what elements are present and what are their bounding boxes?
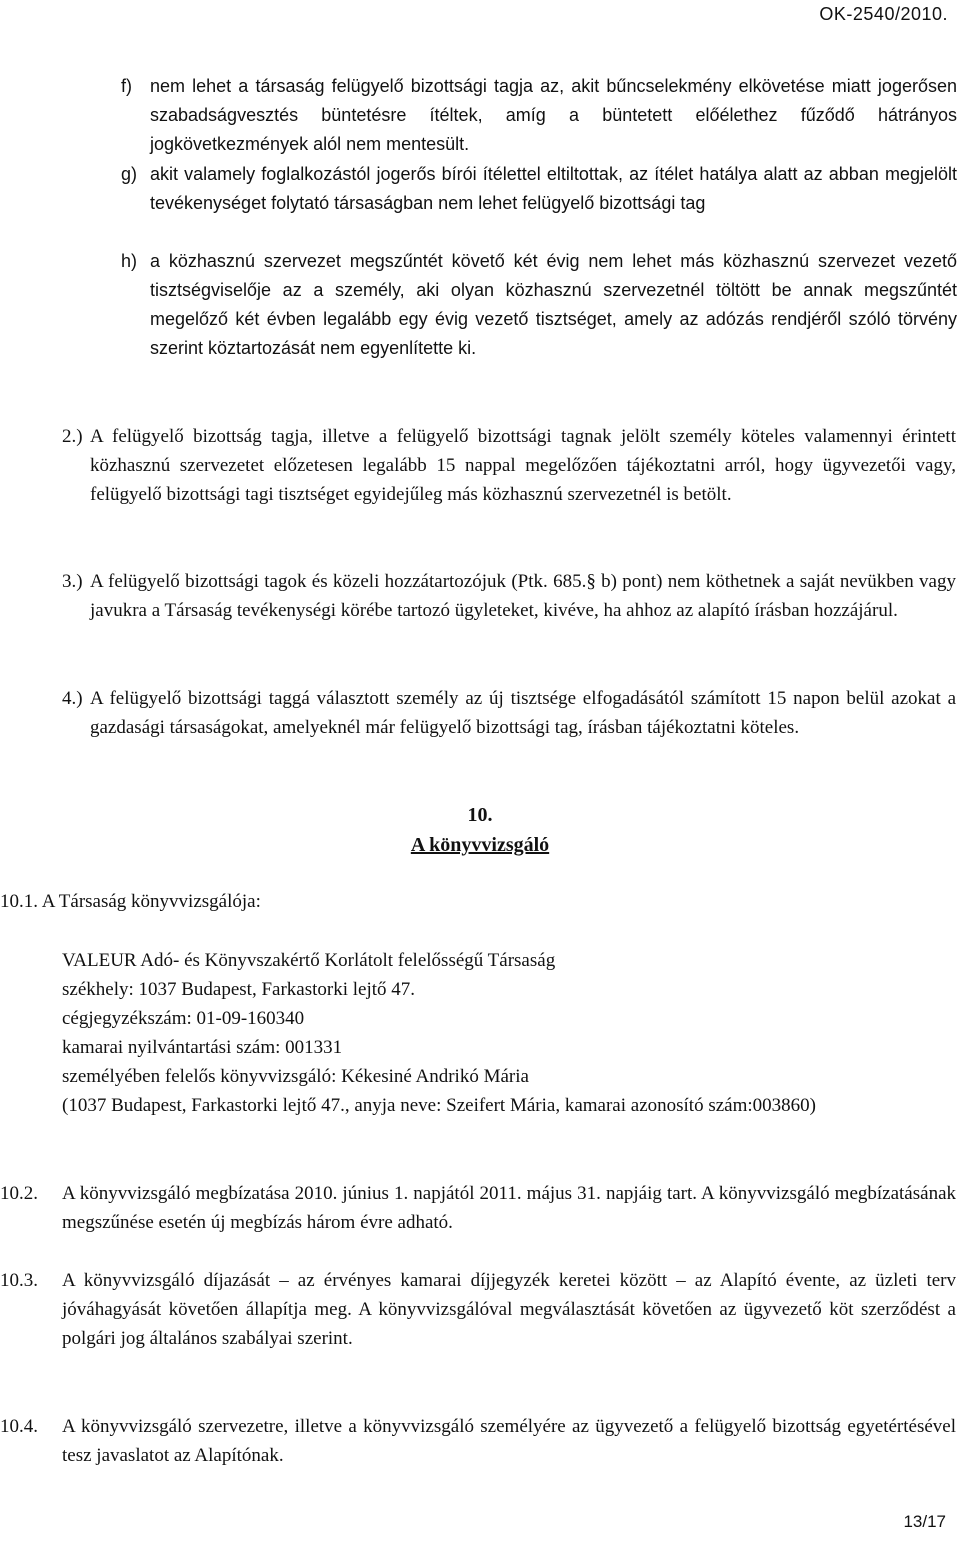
auditor-chamber-number: kamarai nyilvántartási szám: 001331 — [62, 1037, 343, 1058]
section-4 — [62, 684, 956, 742]
chapter-title — [0, 830, 960, 860]
auditor-heading: 10.1. A Társaság könyvvizsgálója: — [0, 891, 261, 912]
list-item-f — [121, 72, 957, 159]
chapter-number: 10. — [467, 804, 493, 826]
list-label: g) — [121, 164, 138, 184]
section-text: A felügyelő bizottsági tagok és közeli hozzátartozójuk (Ptk. 685.§ b) pont) nem köthetnek a saját nevükben vagy javukra a Társaság tevékenységi körébe tartozó ügyleteket, kivéve, ha ahhoz az alapító írásban hozzájárul. — [90, 571, 956, 621]
auditor-registration-number: cégjegyzékszám: 01-09-160340 — [62, 1008, 305, 1029]
page-number: 13/17 — [903, 1512, 946, 1531]
list-text: akit valamely foglalkozástól jogerős bírói ítélettel eltiltottak, az ítélet hatálya alatt az abban megjelölt tevékenységet folytató társaságban nem lehet felügyelő bizottsági tag — [150, 164, 957, 213]
clause-label: 10.3. — [0, 1270, 38, 1291]
section-2 — [62, 422, 956, 509]
clause-text: A könyvvizsgáló megbízatása 2010. június 1. napjától 2011. május 31. napjáig tart. A könyvvizsgáló megbízatásának megszűnése esetén új megbízás három évre adható. — [62, 1183, 956, 1233]
clause-text: A könyvvizsgáló díjazását – az érvényes kamarai díjjegyzék keretei között – az Alapító évente, az üzleti terv jóváhagyását követően állapítja meg. A könyvvizsgálóval megválasztását követően az ügyvezető köt szerződést a polgári jog általános szabályai szerint. — [62, 1270, 956, 1349]
list-text: a közhasznú szervezet megszűntét követő két évig nem lehet más közhasznú szervezet vezető tisztségviselője az a személy, aki olyan közhasznú szervezetnél töltött be annak megszűntét megelőző két évben legalább egy évig vezető tisztséget, amely az adózás rendjéről szóló törvény szerint köztartozását nem egyenlítette ki. — [150, 251, 957, 358]
list-label: h) — [121, 251, 138, 271]
section-text: A felügyelő bizottság tagja, illetve a felügyelő bizottsági tagnak jelölt személy köteles valamennyi érintett közhasznú szervezetet előzetesen legalább 15 nappal megelőzően tájékoztatni arról, hogy ügyvezetői vagy, felügyelő bizottsági tagi tisztséget egyidejűleg más közhasznú szervezetnél is betölt. — [90, 426, 956, 505]
auditor-company-name: VALEUR Adó- és Könyvszakértő Korlátolt felelősségű Társaság — [62, 950, 556, 971]
clause-label: 10.2. — [0, 1183, 38, 1204]
list-text: nem lehet a társaság felügyelő bizottsági tagja az, akit bűncselekmény elkövetése miatt jogerősen szabadságvesztés büntetésre ítéltek, amíg a büntetett előélethez fűződő hátrányos jogkövetkezmények alól nem mentesült. — [150, 76, 957, 154]
chapter-title-text: A könyvvizsgáló — [410, 834, 550, 856]
document-id: OK-2540/2010. — [819, 4, 948, 24]
section-3 — [62, 567, 956, 625]
auditor-responsible-person: személyében felelős könyvvizsgáló: Kékesiné Andrikó Mária — [62, 1066, 529, 1087]
clause-10-2 — [0, 1179, 956, 1237]
list-label: f) — [121, 76, 132, 96]
section-text: A felügyelő bizottsági taggá választott személy az új tisztsége elfogadásától számított 15 napon belül azokat a gazdasági társaságokat, amelyeknél már felügyelő bizottsági tag, írásban tájékoztatni köteles. — [90, 688, 956, 738]
section-label: 2.) — [62, 426, 83, 447]
clause-10-3 — [0, 1266, 956, 1353]
section-label: 3.) — [62, 571, 83, 592]
clause-text: A könyvvizsgáló szervezetre, illetve a könyvvizsgáló személyére az ügyvezető a felügyelő bizottság egyetértésével tesz javaslatot az Alapítónak. — [62, 1416, 956, 1466]
clause-10-4 — [0, 1412, 956, 1470]
list-item-g — [121, 160, 957, 218]
auditor-seat: székhely: 1037 Budapest, Farkastorki lejtő 47. — [62, 979, 416, 1000]
clause-label: 10.4. — [0, 1416, 38, 1437]
auditor-details — [62, 946, 956, 1091]
section-label: 4.) — [62, 688, 83, 709]
list-item-h — [121, 247, 957, 363]
auditor-person-detail: (1037 Budapest, Farkastorki lejtő 47., anyja neve: Szeifert Mária, kamarai azonosító szám:003860) — [62, 1095, 816, 1116]
